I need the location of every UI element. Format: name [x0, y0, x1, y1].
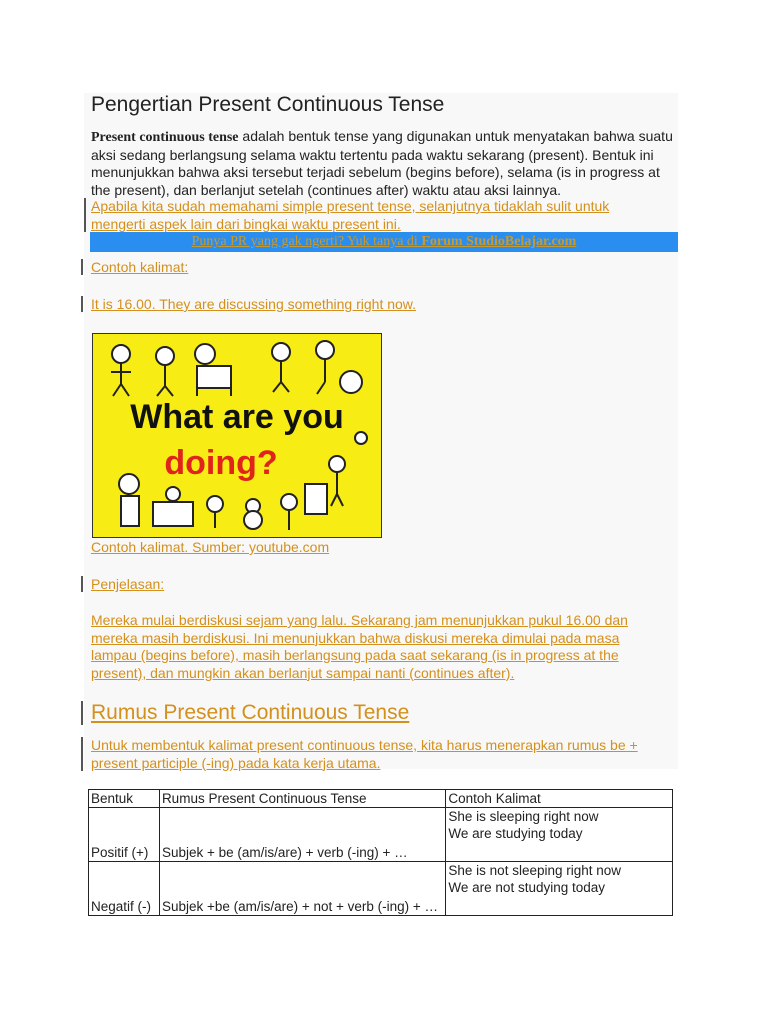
penjelasan-label[interactable]: Penjelasan: — [91, 576, 165, 592]
table-header-cell: Bentuk — [89, 790, 160, 808]
intro-text: adalah bentuk tense yang digunakan untuk menyatakan bahwa suatu aksi sedang berlangsung selama waktu tertentu pada waktu sekarang (present). Bentuk ini menunjukkan bahwa aksi tersebut terjadi sebelum (begins before), selama (is in progress at the present), dan berlanjut setelah (continues after) waktu atau aksi lainnya. — [91, 128, 673, 198]
intro-paragraph — [91, 128, 676, 199]
table-row — [89, 862, 673, 916]
cartoon-figures-illustration — [93, 334, 381, 537]
table-cell-rumus: Subjek + be (am/is/are) + verb (-ing) + … — [159, 808, 445, 862]
contoh-line: We are studying today — [448, 826, 583, 841]
forum-banner[interactable] — [90, 232, 678, 252]
table-header-cell: Contoh Kalimat — [446, 790, 673, 808]
table-row — [89, 808, 673, 862]
rumus-heading[interactable]: Rumus Present Continuous Tense — [91, 701, 410, 724]
page-title: Pengertian Present Continuous Tense — [91, 93, 445, 116]
banner-forum-link[interactable]: Forum StudioBelajar.com — [421, 234, 577, 249]
quote-bar — [81, 701, 83, 725]
table-header-cell: Rumus Present Continuous Tense — [159, 790, 445, 808]
banner-text: Punya PR yang gak ngerti? Yuk tanya di — [191, 234, 422, 249]
contoh-line: We are not studying today — [448, 880, 606, 895]
quote-bar — [84, 198, 86, 232]
penjelasan-text[interactable]: Mereka mulai berdiskusi sejam yang lalu. Sekarang jam menunjukkan pukul 16.00 dan mereka masih berdiskusi. Ini menunjukkan bahwa diskusi mereka dimulai pada masa lampau (begins before), masih berlangsung pada saat sekarang (is in progress at the present), dan mungkin akan berlanjut sampai nanti (continues after). — [91, 612, 628, 681]
contoh-line: She is sleeping right now — [448, 809, 599, 824]
example-sentence[interactable]: It is 16.00. They are discussing something right now. — [91, 296, 417, 312]
intro-bold-term: Present continuous tense — [91, 130, 239, 145]
quote-bar — [81, 737, 83, 771]
quote-bar — [81, 296, 83, 312]
table-cell-rumus: Subjek +be (am/is/are) + not + verb (-ing) + … — [159, 862, 445, 916]
picture-caption[interactable]: Contoh kalimat. Sumber: youtube.com — [91, 539, 330, 555]
table-header-row — [89, 790, 673, 808]
quote-bar — [81, 259, 83, 275]
table-cell-contoh — [446, 808, 673, 862]
quote-bar — [81, 576, 83, 592]
picture-line2: doing? — [164, 444, 278, 482]
rumus-intro[interactable]: Untuk membentuk kalimat present continuous tense, kita harus menerapkan rumus be + present participle (-ing) pada kata kerja utama. — [91, 737, 638, 771]
table-cell-bentuk: Negatif (-) — [89, 862, 160, 916]
intro-followup-link[interactable]: Apabila kita sudah memahami simple present tense, selanjutnya tidaklah sulit untuk mengerti aspek lain dari bingkai waktu present ini. — [91, 198, 610, 232]
table-cell-bentuk: Positif (+) — [89, 808, 160, 862]
contoh-line: She is not sleeping right now — [448, 863, 622, 878]
picture-line1: What are you — [130, 398, 344, 436]
table-cell-contoh — [446, 862, 673, 916]
rumus-table — [88, 789, 673, 916]
contoh-label[interactable]: Contoh kalimat: — [91, 259, 189, 275]
what-are-you-doing-image[interactable] — [92, 333, 382, 538]
